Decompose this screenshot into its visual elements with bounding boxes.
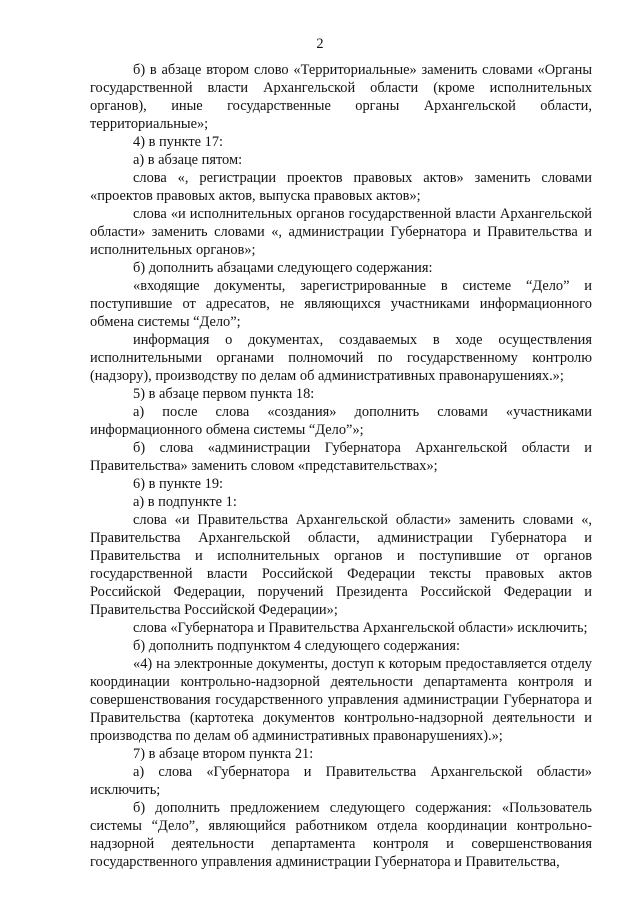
paragraph: б) дополнить абзацами следующего содержания:	[133, 260, 433, 276]
paragraph: информация о документах, создаваемых в ходе осуществления исполнительными органами полномочий по государственному контролю (надзору), производству по делам об административных правонарушениях.»;	[90, 332, 592, 384]
paragraph: 6) в пункте 19:	[133, 476, 224, 492]
paragraph: слова «и Правительства Архангельской области» заменить словами «, Правительства Архангельской области, администрации Губернатора и Правительства и исполнительных органов и поступившие от органов государственной власти Российской Федерации тексты правовых актов Российской Федерации, поручений Президента Российской Федерации и Правительства Российской Федерации»;	[90, 512, 592, 618]
paragraph: а) в подпункте 1:	[133, 494, 237, 510]
paragraph: б) слова «администрации Губернатора Архангельской области и Правительства» заменить словом «представительствах»;	[90, 440, 592, 474]
paragraph: «входящие документы, зарегистрированные в системе “Дело” и поступившие от адресатов, не являющихся участниками информационного обмена системы “Дело”;	[90, 278, 592, 330]
paragraph: слова «, регистрации проектов правовых актов» заменить словами «проектов правовых актов, выпуска правовых актов»;	[90, 170, 592, 204]
paragraph: а) слова «Губернатора и Правительства Архангельской области» исключить;	[90, 764, 592, 798]
paragraph: а) после слова «создания» дополнить словами «участниками информационного обмена системы “Дело”»;	[90, 404, 592, 438]
paragraph: б) дополнить подпунктом 4 следующего содержания:	[133, 638, 460, 654]
paragraph: а) в абзаце пятом:	[133, 152, 243, 168]
paragraph: слова «и исполнительных органов государственной власти Архангельской области» заменить словами «, администрации Губернатора и Правительства и исполнительных органов»;	[90, 206, 592, 258]
paragraph: «4) на электронные документы, доступ к которым предоставляется отделу координации контрольно-надзорной деятельности департамента контроля и совершенствования государственного управления администрации Губернатора и Правительства (картотека документов контрольно-надзорной деятельности и производства по делам об административных правонарушениях).»;	[90, 656, 592, 744]
paragraph: б) в абзаце втором слово «Территориальные» заменить словами «Органы государственной власти Архангельской области (кроме исполнительных органов), иные государственные органы Архангельской области, территориальные»;	[90, 62, 592, 132]
paragraph: 5) в абзаце первом пункта 18:	[133, 386, 315, 402]
paragraph: 4) в пункте 17:	[133, 134, 224, 150]
document-body	[90, 61, 592, 871]
paragraph: б) дополнить предложением следующего содержания: «Пользователь системы “Дело”, являющийся работником отдела координации контрольно-надзорной деятельности департамента контроля и совершенствования государственного управления администрации Губернатора и Правительства,	[90, 800, 592, 870]
page-number: 2	[316, 36, 324, 52]
paragraph: слова «Губернатора и Правительства Архангельской области» исключить;	[133, 620, 588, 636]
paragraph: 7) в абзаце втором пункта 21:	[133, 746, 314, 762]
